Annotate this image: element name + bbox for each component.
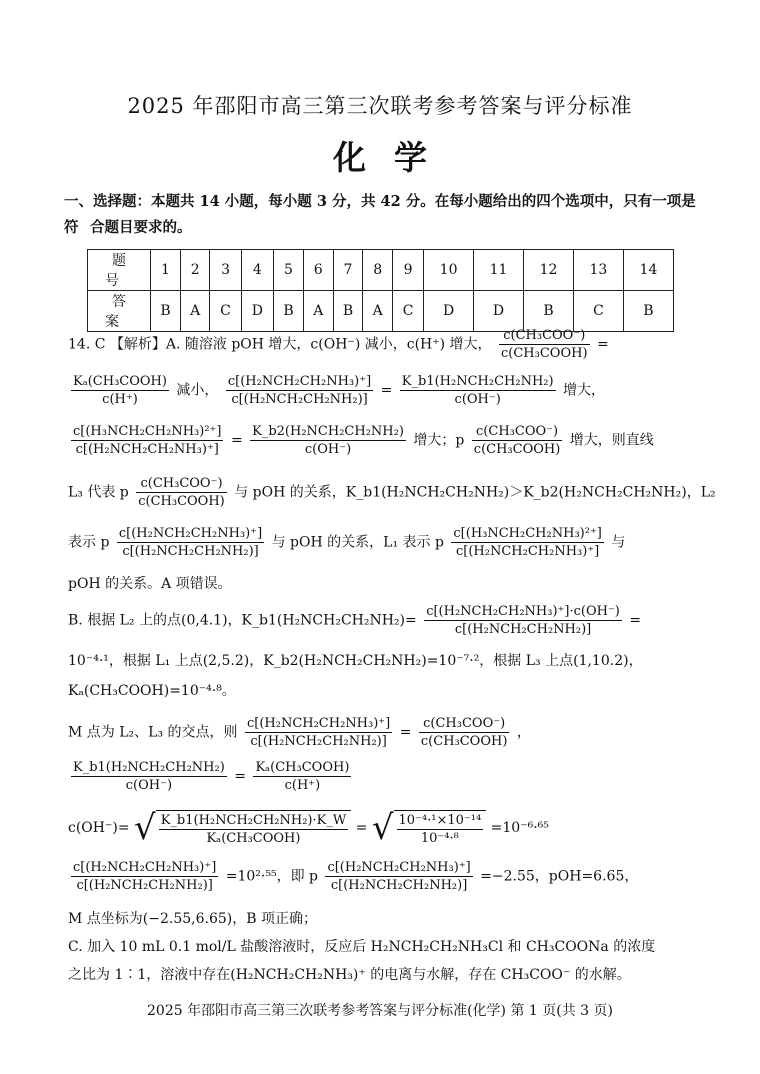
- fraction-numerator: c[(H₂NCH₂CH₂NH₃)⁺]: [118, 526, 263, 541]
- page-footer: 2025 年邵阳市高三第三次联考参考答案与评分标准(化学) 第 1 页(共 3 页): [147, 1003, 613, 1019]
- answer-cell: C: [573, 291, 623, 332]
- fraction: [71, 374, 169, 407]
- question-number-cell: 6: [304, 250, 334, 291]
- fraction: [424, 604, 622, 637]
- fraction: [71, 760, 227, 793]
- q14-heading: 14. C 【解析】A. 随溶液 pOH 增大，c(OH⁻) 减小，c(H⁺) 增大，: [68, 336, 492, 353]
- fraction: [419, 716, 510, 749]
- answer-cell: B: [333, 291, 363, 332]
- l3-suffix: 与 pOH 的关系，K_b1(H₂NCH₂CH₂NH₂)＞K_b2(H₂NCH₂CH₂NH₂)，L₂: [234, 484, 716, 501]
- fraction: [253, 760, 351, 793]
- fraction-numerator: c[(H₃NCH₂CH₂NH₃)²⁺]: [73, 424, 222, 439]
- question-number-cell: 8: [363, 250, 393, 291]
- question-number-cell: 9: [393, 250, 424, 291]
- fraction-denominator: c(CH₃COOH): [473, 442, 561, 457]
- explanation-line: [68, 374, 605, 407]
- question-number-cell: 14: [623, 250, 673, 291]
- fraction-denominator: c[(H₂NCH₂CH₂NH₃)⁺]: [455, 544, 600, 559]
- question-number-cell: 2: [180, 250, 210, 291]
- option-a-conclusion: pOH 的关系。A 项错误。: [68, 576, 232, 592]
- answer-cell: A: [304, 291, 334, 332]
- answer-table: [87, 249, 674, 332]
- fraction: [159, 813, 349, 846]
- l2-suffix: 与: [611, 534, 626, 551]
- question-number-cell: 11: [474, 250, 524, 291]
- fraction-denominator: c(CH₃COOH): [501, 346, 588, 361]
- fraction-numerator: K_b1(H₂NCH₂CH₂NH₂): [401, 374, 554, 389]
- question-number-cell: 10: [424, 250, 474, 291]
- fraction: [250, 424, 406, 457]
- answer-cell: C: [393, 291, 424, 332]
- fraction-numerator: c(CH₃COO⁻): [499, 328, 590, 345]
- answer-cell: C: [210, 291, 241, 332]
- equals-sign: =: [629, 612, 642, 629]
- question-number-cell: 1: [151, 250, 181, 291]
- equals-sign: =: [399, 724, 412, 741]
- fraction-numerator: c[(H₂NCH₂CH₂NH₃)⁺]: [73, 860, 217, 875]
- equals-sign: =: [230, 432, 243, 449]
- explanation-line: [68, 573, 232, 593]
- answer-cell: D: [241, 291, 273, 332]
- fraction-numerator: Kₐ(CH₃COOH): [73, 374, 167, 389]
- explanation-line: M 点坐标为(−2.55,6.65)，B 项正确；: [68, 911, 317, 927]
- fraction-numerator: c[(H₂NCH₂CH₂NH₃)⁺]: [327, 860, 471, 875]
- question-number-cell: 12: [524, 250, 574, 291]
- fraction: [499, 328, 590, 361]
- l2-middle: 与 pOH 的关系，L₁ 表示 p: [271, 534, 444, 551]
- option-b-prefix: B. 根据 L₂ 上的点(0,4.1)，K_b1(H₂NCH₂CH₂NH₂)=: [68, 612, 417, 629]
- fraction-denominator: c[(H₂NCH₂CH₂NH₂)]: [330, 878, 468, 893]
- fraction: [245, 716, 392, 749]
- explanation-line: [68, 424, 654, 457]
- row-label-question-number: 题号: [88, 250, 151, 291]
- explanation-line: 之比为 1∶1，溶液中存在(H₂NCH₂CH₂NH₃)⁺ 的电离与水解，存在 CH₃COO⁻ 的水解。: [68, 967, 631, 983]
- fraction-numerator: c(CH₃COO⁻): [136, 476, 227, 493]
- fraction-numerator: c[(H₂NCH₂CH₂NH₃)⁺]: [227, 374, 372, 389]
- fraction: [136, 476, 227, 509]
- equals-sign: =: [355, 820, 368, 836]
- hydroxide-concentration-label: c(OH⁻)=: [68, 820, 130, 836]
- l3-prefix: L₃ 代表 p: [68, 484, 129, 501]
- fraction-denominator: c(OH⁻): [125, 778, 173, 793]
- fraction: [71, 860, 218, 893]
- radical-sign-icon: √: [134, 808, 156, 848]
- subject-heading: 化学: [333, 138, 455, 177]
- explanation-line: [68, 476, 716, 509]
- fraction-numerator: K_b2(H₂NCH₂CH₂NH₂): [252, 424, 404, 439]
- fraction-denominator: c(H⁺): [102, 392, 138, 407]
- answer-cell: B: [623, 291, 673, 332]
- fraction: [400, 374, 556, 407]
- answer-cell: D: [424, 291, 474, 332]
- text-increase-p: 增大；p: [413, 432, 465, 449]
- text-increase-line: 增大，则直线: [569, 432, 654, 449]
- hydroxide-result: =10⁻⁶·⁶⁵: [490, 820, 549, 836]
- section-instructions-line1: 一、选择题：本题共 14 小题，每小题 3 分，共 42 分。在每小题给出的四个选项中，只有一项是符: [64, 193, 696, 236]
- fraction-numerator: c[(H₂NCH₂CH₂NH₃)⁺]: [246, 716, 391, 731]
- fraction: [397, 813, 484, 846]
- fraction-numerator: c[(H₃NCH₂CH₂NH₃)²⁺]: [453, 526, 602, 541]
- explanation-line: [68, 604, 641, 637]
- section-instructions-line2: 合题目要求的。: [90, 219, 192, 236]
- fraction-denominator: c(OH⁻): [304, 442, 352, 457]
- equals-sign: =: [234, 768, 246, 785]
- explanation-line: Kₐ(CH₃COOH)=10⁻⁴·⁸。: [68, 683, 236, 699]
- fraction-denominator: c[(H₂NCH₂CH₂NH₂)]: [122, 544, 259, 559]
- document-title: 2025 年邵阳市高三第三次联考参考答案与评分标准: [127, 94, 633, 118]
- answer-cell: B: [524, 291, 574, 332]
- fraction-denominator: c[(H₂NCH₂CH₂NH₂)]: [76, 878, 213, 893]
- answer-cell: A: [363, 291, 393, 332]
- equals-sign: =: [380, 382, 393, 399]
- fraction-denominator: c[(H₂NCH₂CH₂NH₂)]: [454, 622, 592, 637]
- question-number-cell: 3: [210, 250, 241, 291]
- answer-cell: B: [151, 291, 181, 332]
- fraction-numerator: c(CH₃COO⁻): [472, 424, 563, 441]
- equals-sign: =: [596, 336, 609, 353]
- fraction-denominator: c[(H₂NCH₂CH₂NH₃)⁺]: [75, 442, 219, 457]
- explanation-line: [68, 760, 354, 793]
- explanation-line: [68, 808, 549, 848]
- square-root: [372, 808, 486, 848]
- row-label-answer: 答案: [88, 291, 151, 332]
- square-root: [134, 808, 351, 848]
- fraction-denominator: Kₐ(CH₃COOH): [206, 831, 301, 846]
- fraction: [472, 424, 563, 457]
- answer-row: [88, 291, 674, 332]
- fraction-denominator: c[(H₂NCH₂CH₂NH₂)]: [250, 734, 387, 749]
- m-point-prefix: M 点为 L₂、L₃ 的交点，则: [68, 724, 238, 741]
- fraction: [325, 860, 472, 893]
- question-number-cell: 7: [333, 250, 363, 291]
- fraction-denominator: c[(H₂NCH₂CH₂NH₂)]: [231, 392, 368, 407]
- explanation-line: 10⁻⁴·¹，根据 L₁ 上点(2,5.2)，K_b2(H₂NCH₂CH₂NH₂)=10⁻⁷·²，根据 L₃ 上点(1,10.2)，: [68, 653, 643, 669]
- fraction-denominator: c(H⁺): [284, 778, 321, 793]
- text-decrease: 减小，: [176, 382, 219, 399]
- fraction-denominator: c(CH₃COOH): [420, 734, 508, 749]
- fraction-numerator: c[(H₂NCH₂CH₂NH₃)⁺]·c(OH⁻): [426, 604, 620, 619]
- poh-result: =−2.55，pOH=6.65，: [480, 868, 639, 885]
- answer-cell: B: [274, 291, 304, 332]
- answer-cell: D: [474, 291, 524, 332]
- text-increase: 增大，: [563, 382, 606, 399]
- fraction: [451, 526, 603, 559]
- radical-sign-icon: √: [371, 808, 394, 848]
- fraction-numerator: 10⁻⁴·¹×10⁻¹⁴: [398, 813, 482, 828]
- fraction-denominator: c(CH₃COOH): [138, 494, 225, 509]
- explanation-line: [68, 860, 638, 893]
- fraction-numerator: K_b1(H₂NCH₂CH₂NH₂)·K_W: [160, 813, 347, 828]
- comma: ，: [516, 724, 531, 741]
- explanation-line: [68, 526, 625, 559]
- fraction: [117, 526, 264, 559]
- fraction-denominator: 10⁻⁴·⁸: [420, 831, 459, 846]
- explanation-line: [68, 328, 609, 361]
- fraction-numerator: Kₐ(CH₃COOH): [255, 760, 350, 775]
- explanation-line: [68, 716, 531, 749]
- question-number-cell: 5: [274, 250, 304, 291]
- fraction: [71, 424, 223, 457]
- explanation-line: C. 加入 10 mL 0.1 mol/L 盐酸溶液时，反应后 H₂NCH₂CH₂NH₃Cl 和 CH₃COONa 的浓度: [68, 939, 656, 955]
- l2-prefix: 表示 p: [68, 534, 110, 551]
- answer-cell: A: [180, 291, 210, 332]
- fraction-denominator: c(OH⁻): [454, 392, 501, 407]
- question-number-cell: 4: [241, 250, 273, 291]
- question-number-row: [88, 250, 674, 291]
- fraction-numerator: K_b1(H₂NCH₂CH₂NH₂): [73, 760, 225, 775]
- ratio-result: =10²·⁵⁵，即 p: [225, 868, 318, 885]
- fraction-numerator: c(CH₃COO⁻): [419, 716, 510, 733]
- question-number-cell: 13: [573, 250, 623, 291]
- fraction: [226, 374, 373, 407]
